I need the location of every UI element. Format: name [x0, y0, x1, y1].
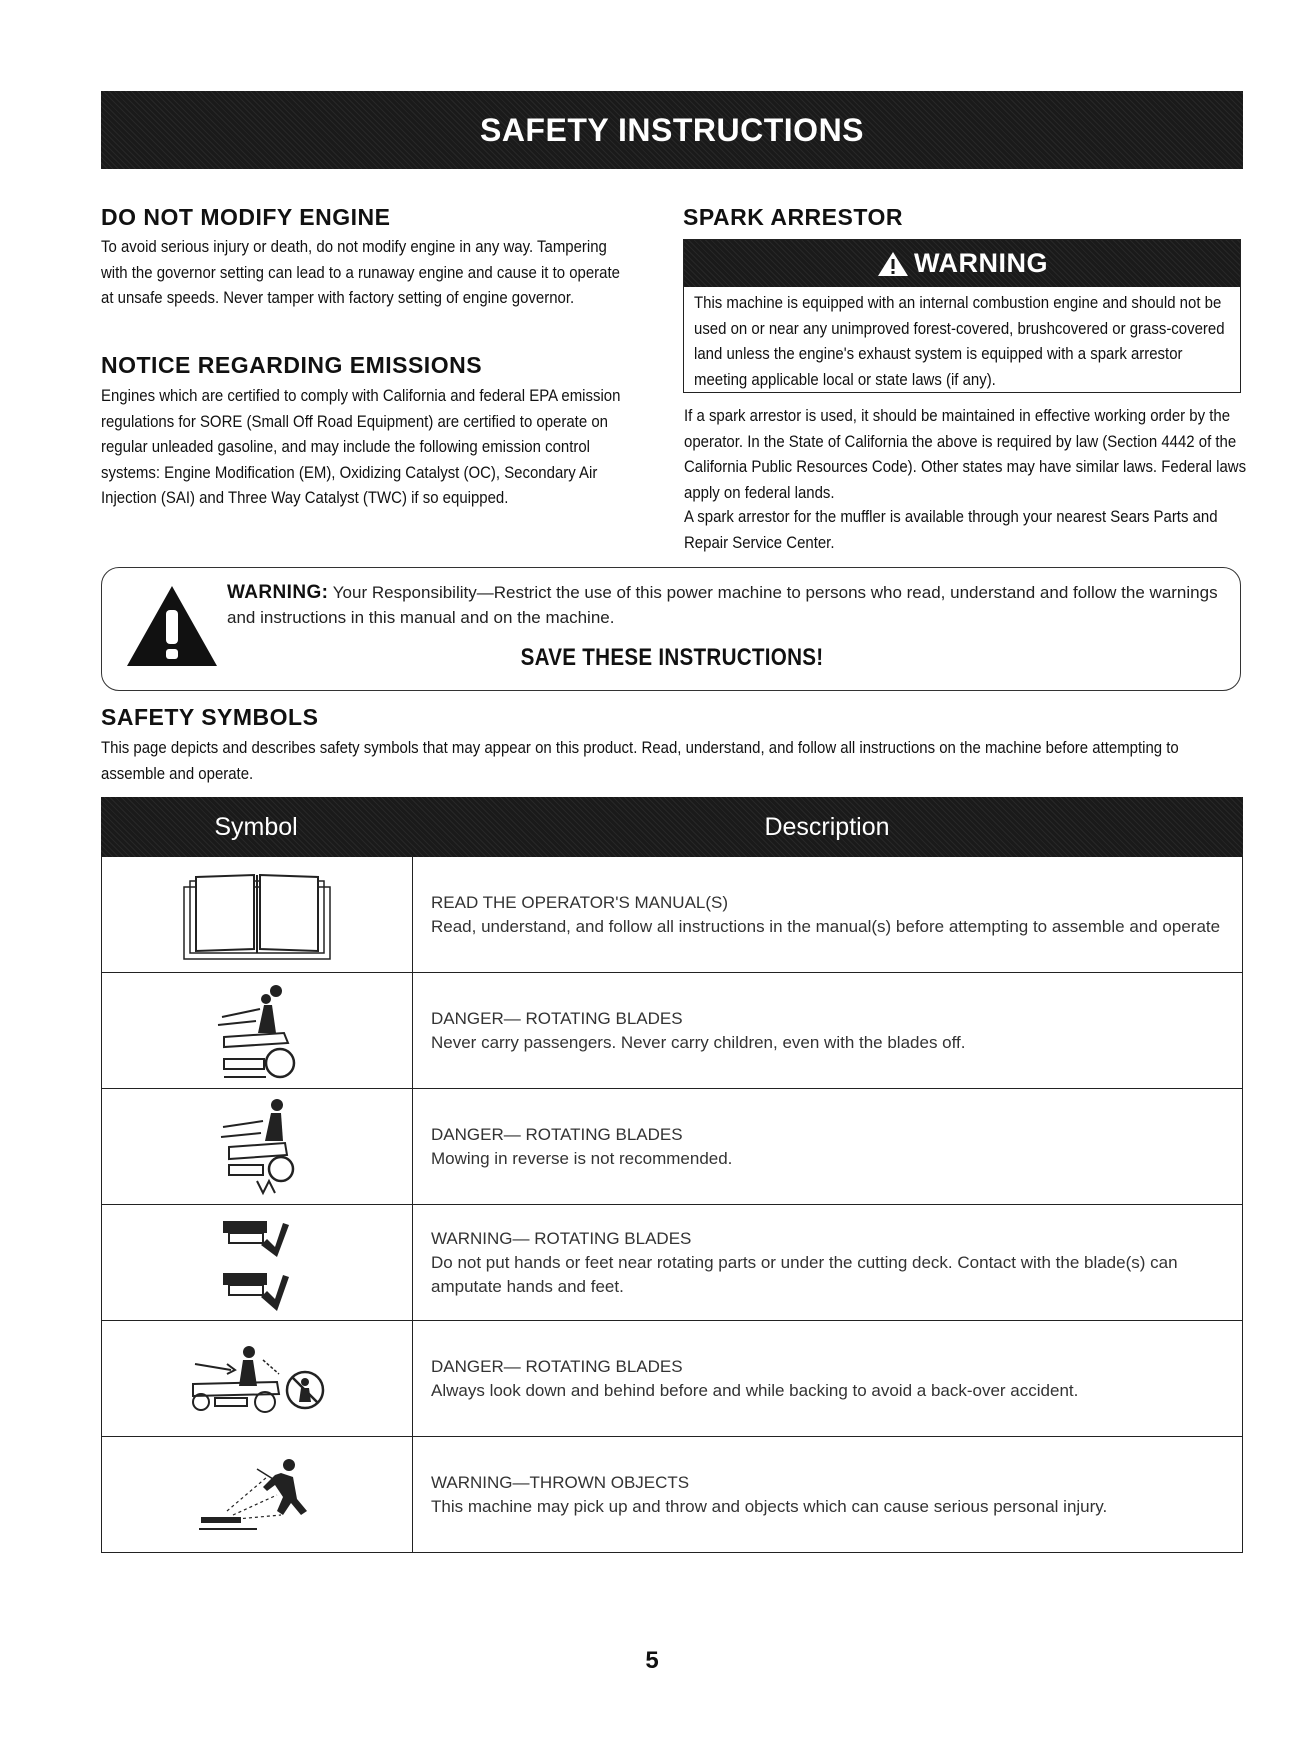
- description-cell: [413, 1205, 1242, 1320]
- table-row: [101, 857, 1243, 973]
- row-text: Always look down and behind before and while backing to avoid a back-over accident.: [431, 1380, 1079, 1400]
- row-text: Do not put hands or feet near rotating parts or under the cutting deck. Contact with the blade(s) can amputate hands and feet.: [431, 1252, 1178, 1296]
- row-title: WARNING—THROWN OBJECTS: [431, 1472, 690, 1492]
- table-row: [101, 1437, 1243, 1553]
- thrown-objects-icon: [197, 1455, 317, 1535]
- column-header-symbol: Symbol: [214, 812, 298, 841]
- safety-symbols-table: [101, 797, 1243, 1553]
- no-reverse-mowing-icon: [217, 1097, 297, 1197]
- spark-arrestor-paragraph-2: A spark arrestor for the muffler is available through your nearest Sears Parts and Repair Service Center.: [684, 507, 1218, 552]
- spark-arrestor-heading: SPARK ARRESTOR: [683, 204, 903, 230]
- description-cell: [413, 1321, 1242, 1436]
- responsibility-text: [227, 580, 1227, 630]
- table-row: [101, 1205, 1243, 1321]
- no-passengers-icon: [214, 981, 300, 1081]
- page-banner: [101, 91, 1243, 169]
- table-row: [101, 973, 1243, 1089]
- row-text: Mowing in reverse is not recommended.: [431, 1148, 733, 1168]
- table-row: [101, 1321, 1243, 1437]
- page-title: SAFETY INSTRUCTIONS: [479, 111, 865, 148]
- modify-engine-text: To avoid serious injury or death, do not modify engine in any way. Tampering with the governor setting can lead to a runaway engine and cause it to operate at unsafe speeds. Never tamper with factory setting of engine governor.: [101, 237, 620, 307]
- operator-manual-icon: [182, 869, 332, 961]
- page-number: 5: [645, 1647, 659, 1674]
- warning-header: [684, 240, 1240, 287]
- symbol-cell: [102, 973, 413, 1088]
- spark-arrestor-warning-text: This machine is equipped with an internal combustion engine and should not be used on or near any unimproved forest-covered, brushcovered or grass-covered land unless the engine's exhaust system is equipped with a spark arrestor meeting applicable local or state laws (if any).: [694, 293, 1225, 389]
- warning-label: WARNING: [914, 248, 1048, 278]
- row-title: DANGER— ROTATING BLADES: [431, 1124, 683, 1144]
- row-text: Read, understand, and follow all instructions in the manual(s) before attempting to assemble and operate: [431, 916, 1221, 936]
- row-text: This machine may pick up and throw and objects which can cause serious personal injury.: [431, 1496, 1108, 1516]
- warning-triangle-icon: [876, 250, 910, 278]
- responsibility-label: WARNING:: [227, 582, 329, 603]
- row-title: DANGER— ROTATING BLADES: [431, 1356, 683, 1376]
- symbol-cell: [102, 857, 413, 972]
- row-title: DANGER— ROTATING BLADES: [431, 1008, 683, 1028]
- description-cell: [413, 973, 1242, 1088]
- responsibility-body: Your Responsibility—Restrict the use of this power machine to persons who read, understand and follow the warnings and instructions in this manual and on the machine.: [227, 583, 1218, 627]
- description-cell: [413, 1089, 1242, 1204]
- responsibility-warning-box: [101, 567, 1241, 691]
- safety-symbols-heading: SAFETY SYMBOLS: [101, 704, 319, 730]
- table-row: [101, 1089, 1243, 1205]
- emissions-heading: NOTICE REGARDING EMISSIONS: [101, 352, 483, 378]
- emissions-text: Engines which are certified to comply with California and federal EPA emission regulations for SORE (Small Off Road Equipment) are certified to operate on regular unleaded gasoline, and may include the following emission control systems: Engine Modification (EM), Oxidizing Catalyst (OC), Secondary Air Injection (SAI) and Three Way Catalyst (TWC) if so equipped.: [101, 386, 621, 507]
- safety-symbols-intro: This page depicts and describes safety symbols that may appear on this product. Read, understand, and follow all instructions on the machine before attempting to assemble and operate.: [101, 738, 1179, 783]
- row-title: WARNING— ROTATING BLADES: [431, 1228, 692, 1248]
- modify-engine-heading: DO NOT MODIFY ENGINE: [101, 204, 391, 230]
- symbol-cell: [102, 1205, 413, 1320]
- spark-arrestor-paragraph-1: If a spark arrestor is used, it should be maintained in effective working order by the operator. In the State of California the above is required by law (Section 4442 of the California Public Resources Code). Other states may have similar laws. Federal laws apply on federal lands.: [684, 406, 1247, 502]
- hands-feet-blade-icon: [221, 1211, 293, 1315]
- symbol-cell: [102, 1437, 413, 1552]
- spark-arrestor-warning-box: [683, 239, 1241, 393]
- row-title: READ THE OPERATOR'S MANUAL(S): [431, 892, 729, 912]
- description-cell: [413, 1437, 1242, 1552]
- symbol-cell: [102, 1321, 413, 1436]
- row-text: Never carry passengers. Never carry children, even with the blades off.: [431, 1032, 966, 1052]
- symbol-cell: [102, 1089, 413, 1204]
- description-cell: [413, 857, 1242, 972]
- column-header-description: Description: [764, 812, 890, 841]
- table-header: [101, 797, 1243, 857]
- save-instructions: SAVE THESE INSTRUCTIONS!: [520, 644, 824, 671]
- look-behind-icon: [187, 1344, 327, 1414]
